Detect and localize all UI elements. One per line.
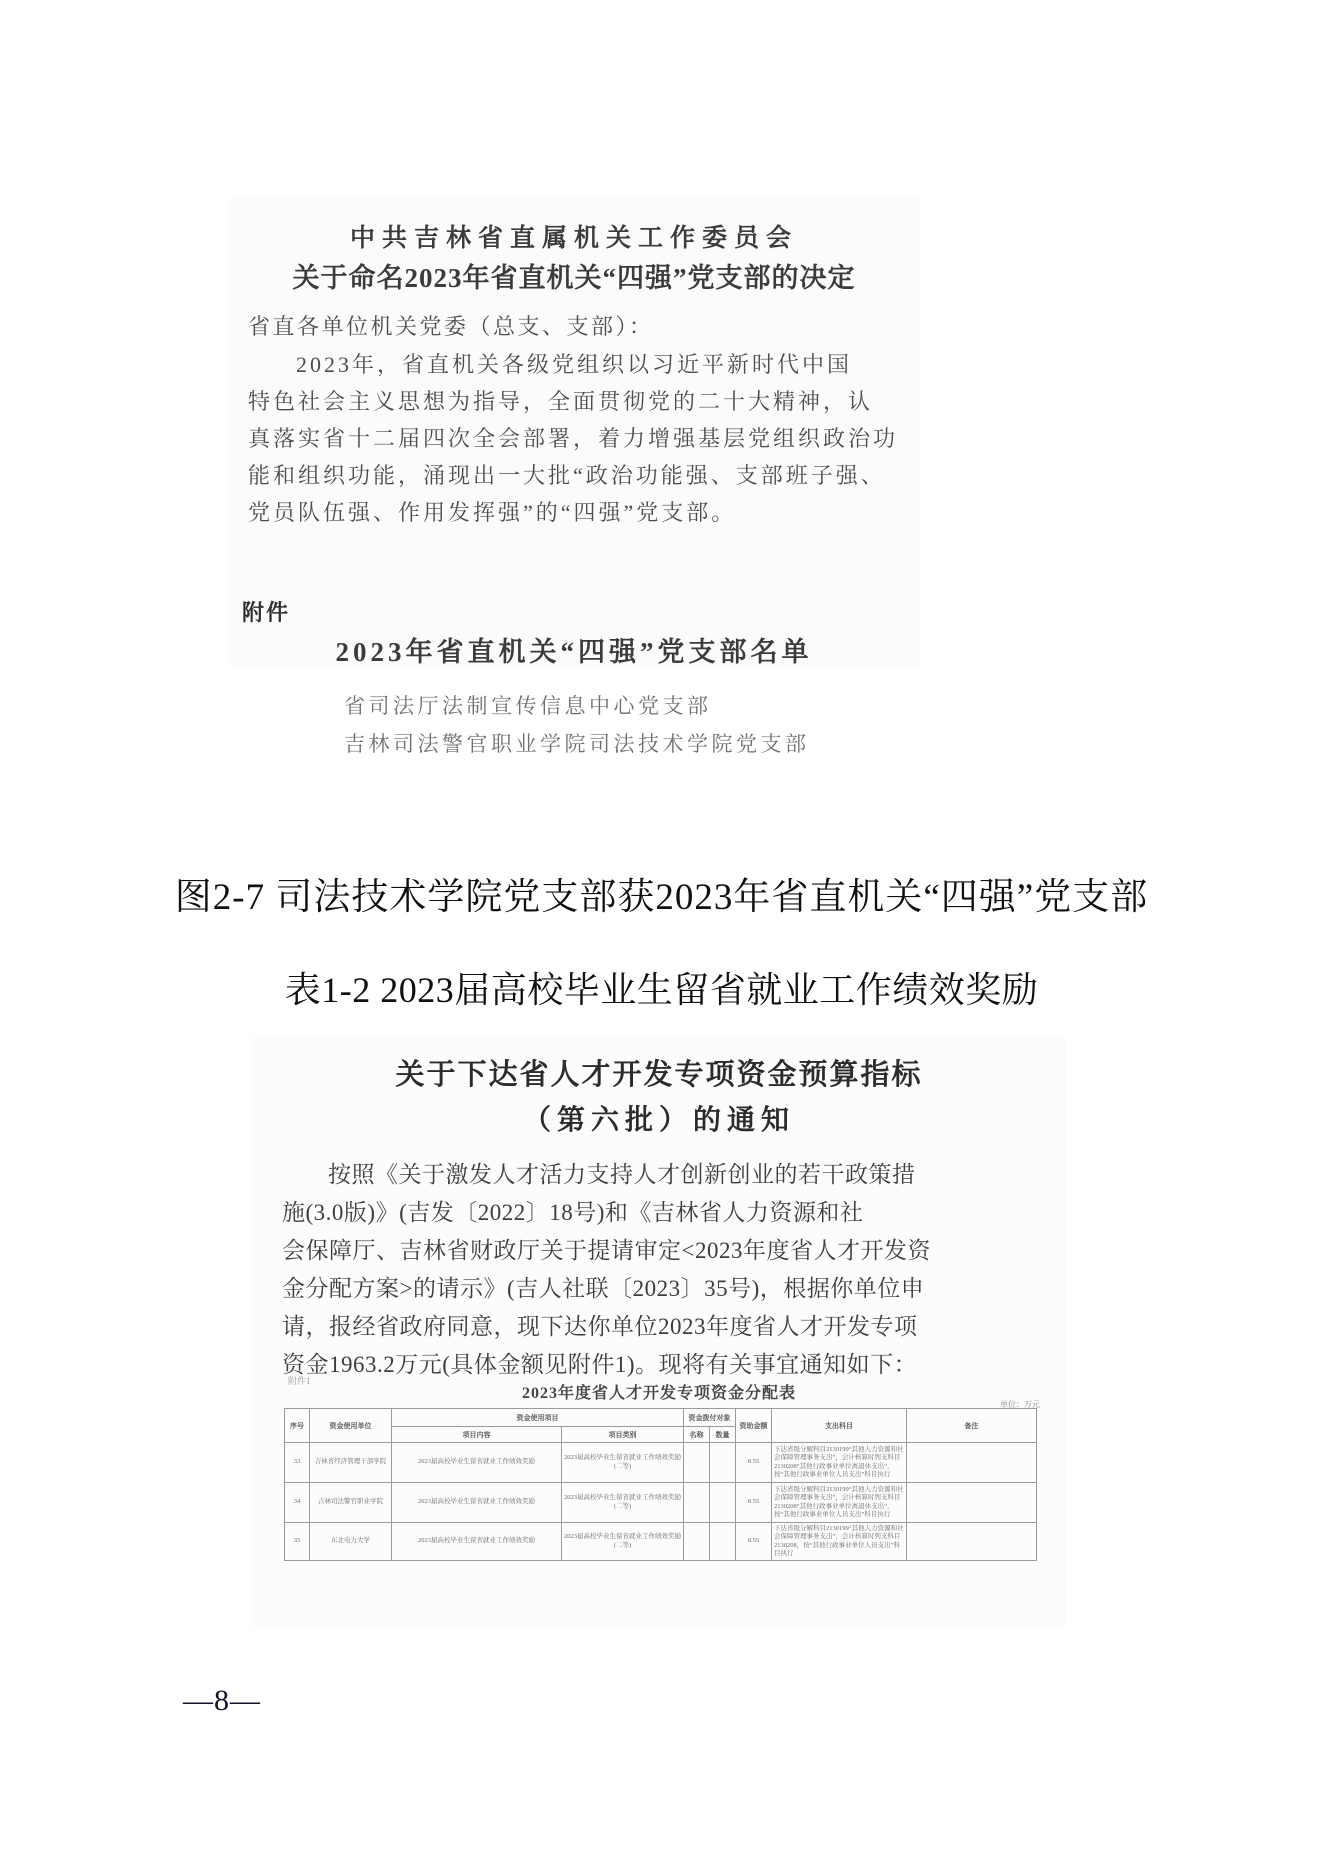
cell-qty (710, 1483, 736, 1523)
doc1-paragraph-line: 2023年，省直机关各级党组织以习近平新时代中国 (296, 352, 853, 377)
cell-remark (907, 1523, 1037, 1561)
cell-content: 2023届高校毕业生留省就业工作绩效奖励 (392, 1523, 562, 1561)
cell-index: 33 (285, 1443, 310, 1483)
cell-subject: 下达省级分解科目2130199“其他人力资源和社会保障管理事务支出”，会计核算时列支科目2130208“其他行政事业单位离退休支出”，按“其他行政事业单位人员支出”科目执行 (772, 1483, 907, 1523)
cell-type: 2023届高校毕业生留省就业工作绩效奖励(二等) (562, 1523, 684, 1561)
doc1-list-item: 吉林司法警官职业学院司法技术学院党支部 (344, 732, 810, 756)
cell-qty (710, 1443, 736, 1483)
doc1-paragraph-line: 特色社会主义思想为指导，全面贯彻党的二十大精神，认 (248, 389, 874, 414)
cell-content: 2023届高校毕业生留省就业工作绩效奖励 (392, 1443, 562, 1483)
header-target-name: 名称 (684, 1427, 710, 1443)
table-row (285, 1443, 1037, 1483)
header-remark: 备注 (907, 1409, 1037, 1443)
doc2-body-paragraph (282, 1156, 931, 1384)
cell-name (684, 1443, 710, 1483)
cell-remark (907, 1443, 1037, 1483)
cell-remark (907, 1483, 1037, 1523)
doc1-list-item: 省司法厅法制宣传信息中心党支部 (344, 694, 712, 718)
doc2-paragraph-line: 按照《关于激发人才活力支持人才创新创业的若干政策措 (328, 1162, 916, 1187)
cell-unit: 吉林司法警官职业学院 (310, 1483, 392, 1523)
scanned-document-notice (252, 1036, 1066, 1628)
cell-name (684, 1523, 710, 1561)
cell-content: 2023届高校毕业生留省就业工作绩效奖励 (392, 1483, 562, 1523)
cell-amount: 8.55 (736, 1523, 772, 1561)
doc2-paragraph-line: 会保障厅、吉林省财政厅关于提请审定<2023年度省人才开发资 (282, 1238, 931, 1263)
header-project-group: 资金使用项目 (392, 1409, 684, 1427)
doc1-paragraph-line: 真落实省十二届四次全会部署，着力增强基层党组织政治功 (248, 426, 899, 451)
table-row (285, 1483, 1037, 1523)
doc1-document-title: 关于命名2023年省直机关“四强”党支部的决定 (292, 263, 856, 293)
allocation-table-unit-note: 单位：万元 (1000, 1400, 1040, 1409)
cell-subject: 下达省级分解科目2130199“其他人力资源和社会保障管理事务支出”，会计核算时列支科目2130208，按“其他行政事业单位人员支出”科目执行 (772, 1523, 907, 1561)
scanned-document-decision (228, 198, 920, 756)
header-unit: 资金使用单位 (310, 1409, 392, 1443)
table-row (285, 1523, 1037, 1561)
header-project-content: 项目内容 (392, 1427, 562, 1443)
page-number: —8— (183, 1684, 261, 1717)
allocation-table (284, 1408, 1037, 1561)
cell-amount: 8.55 (736, 1443, 772, 1483)
figure-caption: 图2-7 司法技术学院党支部获2023年省直机关“四强”党支部 (174, 877, 1149, 918)
header-target-group: 资金拨付对象 (684, 1409, 736, 1427)
doc1-body-paragraph (248, 346, 912, 531)
doc1-issuer-title: 中共吉林省直属机关工作委员会 (349, 225, 798, 252)
doc2-title-line1: 关于下达省人才开发专项资金预算指标 (395, 1059, 923, 1091)
doc2-paragraph-line: 资金1963.2万元(具体金额见附件1)。现将有关事宜通知如下： (282, 1352, 918, 1377)
cell-index: 35 (285, 1523, 310, 1561)
doc1-salutation: 省直各单位机关党委（总支、支部）： (248, 314, 654, 339)
doc1-paragraph-line: 党员队伍强、作用发挥强”的“四强”党支部。 (248, 500, 737, 525)
table-header-row (285, 1409, 1037, 1427)
allocation-table-title: 2023年度省人才开发专项资金分配表 (521, 1385, 796, 1402)
doc1-attachment-label: 附件 (242, 600, 291, 625)
cell-type: 2023届高校毕业生留省就业工作绩效奖励(二等) (562, 1443, 684, 1483)
doc2-paragraph-line: 施(3.0版)》(吉发〔2022〕18号)和《吉林省人力资源和社 (282, 1200, 864, 1225)
cell-type: 2023届高校毕业生留省就业工作绩效奖励(二等) (562, 1483, 684, 1523)
header-amount: 资助金额 (736, 1409, 772, 1443)
cell-subject: 下达省级分解科目2130199“其他人力资源和社会保障管理事务支出”，会计核算时列支科目2130208“其他行政事业单位离退休支出”，按“其他行政事业单位人员支出”科目执行 (772, 1443, 907, 1483)
cell-amount: 8.55 (736, 1483, 772, 1523)
doc2-paragraph-line: 金分配方案>的请示》(吉人社联〔2023〕35号)，根据你单位申 (282, 1276, 925, 1301)
cell-qty (710, 1523, 736, 1561)
cell-name (684, 1483, 710, 1523)
header-subject: 支出科目 (772, 1409, 907, 1443)
header-project-type: 项目类别 (562, 1427, 684, 1443)
header-index: 序号 (285, 1409, 310, 1443)
cell-unit: 吉林省经济管理干部学院 (310, 1443, 392, 1483)
doc1-list-title: 2023年省直机关“四强”党支部名单 (335, 637, 813, 667)
doc2-paragraph-line: 请，报经省政府同意，现下达你单位2023年度省人才开发专项 (282, 1314, 918, 1339)
cell-index: 34 (285, 1483, 310, 1523)
doc2-attachment-mark: 附件1 (288, 1376, 311, 1386)
cell-unit: 东北电力大学 (310, 1523, 392, 1561)
header-target-qty: 数量 (710, 1427, 736, 1443)
doc2-title-line2: （第六批）的通知 (522, 1105, 795, 1136)
table-caption: 表1-2 2023届高校毕业生留省就业工作绩效奖励 (284, 970, 1039, 1010)
doc1-paragraph-line: 能和组织功能，涌现出一大批“政治功能强、支部班子强、 (248, 463, 886, 488)
